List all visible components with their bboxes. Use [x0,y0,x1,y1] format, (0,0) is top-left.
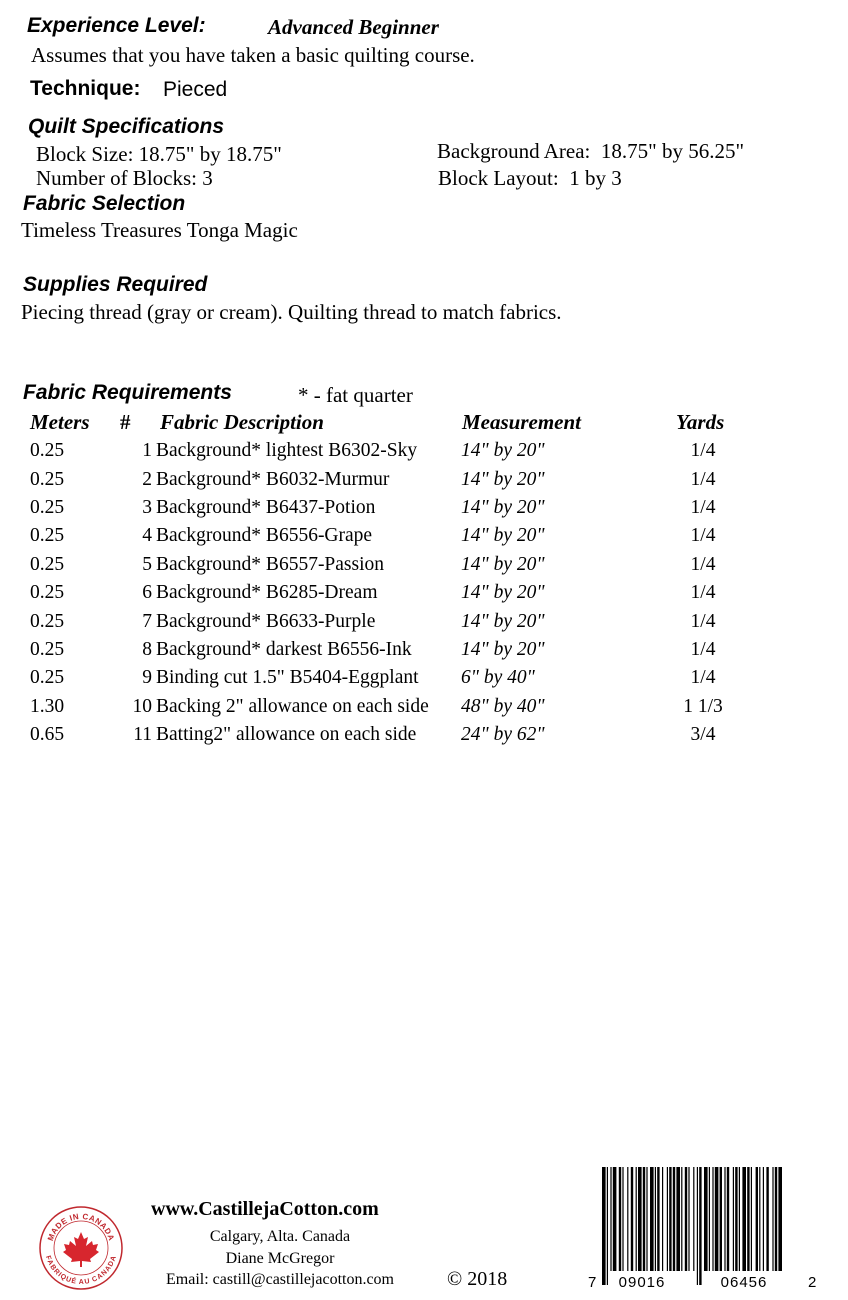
barcode-bar [751,1167,752,1271]
experience-label: Experience Level: [27,14,206,37]
barcode-bar [712,1167,713,1271]
maple-leaf-icon [63,1232,99,1267]
block-size-value: 18.75" by 18.75" [138,142,282,166]
website-link[interactable]: www.CastillejaCotton.com [151,1198,379,1220]
number-of-blocks-value: 3 [202,166,213,190]
barcode-bar [724,1167,725,1271]
description-cell: Backing 2" allowance on each side [156,695,429,717]
number-cell: 1 [142,440,152,462]
barcode-bar [655,1167,656,1271]
number-cell: 3 [142,496,152,518]
meters-cell: 0.25 [30,638,65,660]
email-link[interactable]: Email: castill@castillejacotton.com [166,1271,394,1288]
barcode-bar [709,1167,710,1271]
meters-cell: 0.25 [30,525,65,547]
barcode-bar [735,1167,737,1271]
background-area-value: 18.75" by 56.25" [600,139,745,163]
meters-cell: 0.25 [30,610,65,632]
barcode-bar [688,1167,689,1271]
number-cell: 4 [142,525,152,547]
barcode-bar [681,1167,682,1271]
barcode-bar [631,1167,633,1271]
number-of-blocks [36,166,213,191]
barcode-bar [619,1167,621,1271]
measurement-cell: 14" by 20" [461,525,545,547]
barcode-bar [685,1167,687,1271]
number-cell: 9 [142,667,152,689]
measurement-cell: 14" by 20" [461,610,545,632]
yards-cell: 3/4 [690,724,716,746]
number-cell: 7 [142,610,152,632]
barcode-bar [720,1167,722,1271]
barcode-bar [775,1167,777,1271]
technique-value: Pieced [163,78,228,101]
barcode [586,1167,818,1289]
table-row [30,721,733,749]
fabric-selection-text: Timeless Treasures Tonga Magic [21,218,298,242]
barcode-bar [693,1167,694,1271]
col-meters: Meters [30,410,90,434]
barcode-bar [733,1167,734,1271]
yards-cell: 1/4 [690,468,716,490]
meters-cell: 0.25 [30,553,65,575]
supplies-heading: Supplies Required [23,273,208,296]
barcode-bar [727,1167,729,1271]
measurement-cell: 14" by 20" [461,582,545,604]
fabric-requirements-table [30,437,733,749]
description-cell: Background* B6633-Purple [156,610,376,632]
fabric-requirements-heading: Fabric Requirements [23,381,232,404]
measurement-cell: 14" by 20" [461,638,545,660]
table-row [30,522,733,550]
barcode-bar [715,1167,719,1271]
barcode-bar [676,1167,680,1271]
measurement-cell: 24" by 62" [461,724,545,746]
barcode-bar [613,1167,617,1271]
experience-value: Advanced Beginner [268,15,439,39]
made-in-canada-badge [38,1205,124,1291]
table-row [30,607,733,635]
barcode-bar [607,1167,608,1285]
col-yards: Yards [676,410,725,434]
designer-text: Diane McGregor [225,1250,335,1267]
yards-cell: 1/4 [690,496,716,518]
fabric-selection-heading: Fabric Selection [23,192,186,215]
barcode-bar [667,1167,668,1271]
yards-cell: 1/4 [690,610,716,632]
specs-heading: Quilt Specifications [28,115,225,138]
barcode-bar [742,1167,746,1271]
table-row [30,494,733,522]
yards-cell: 1/4 [690,553,716,575]
number-cell: 6 [142,582,152,604]
barcode-bar [759,1167,760,1271]
description-cell: Background* B6032-Murmur [156,468,390,490]
number-cell: 11 [133,724,152,746]
barcode-bar [772,1167,773,1271]
barcode-bar [662,1167,663,1271]
barcode-bar [699,1167,701,1285]
city-text: Calgary, Alta. Canada [209,1228,351,1245]
barcode-bar [747,1167,749,1271]
number-cell: 8 [142,638,152,660]
description-cell: Background* lightest B6302-Sky [156,440,418,462]
measurement-cell: 48" by 40" [461,695,545,717]
table-row [30,664,733,692]
col-number: # [120,410,131,434]
barcode-bar [650,1167,654,1271]
background-area-label: Background Area: [437,139,591,163]
barcode-bar [643,1167,645,1271]
meters-cell: 0.25 [30,582,65,604]
badge-top-text: MADE IN CANADA [45,1211,117,1243]
number-of-blocks-label: Number of Blocks: [36,166,197,190]
barcode-bar [638,1167,642,1271]
barcode-bar [657,1167,659,1271]
barcode-bar [622,1167,623,1271]
meters-cell: 0.25 [30,468,65,490]
meters-cell: 0.25 [30,440,65,462]
experience-note: Assumes that you have taken a basic quilting course. [31,43,475,67]
barcode-left-digits: 09016 [618,1274,666,1289]
yards-cell: 1 1/3 [683,695,723,717]
barcode-bar [610,1167,611,1271]
table-row [30,579,733,607]
table-row [30,551,733,579]
barcode-bar [636,1167,637,1271]
description-cell: Background* B6285-Dream [156,582,378,604]
barcode-bar [646,1167,647,1271]
yards-cell: 1/4 [690,638,716,660]
measurement-cell: 14" by 20" [461,468,545,490]
yards-cell: 1/4 [690,440,716,462]
description-cell: Binding cut 1.5" B5404-Eggplant [156,667,419,689]
yards-cell: 1/4 [690,582,716,604]
barcode-bar [697,1167,698,1285]
meters-cell: 0.25 [30,667,65,689]
technique-label: Technique: [30,77,141,100]
supplies-text: Piecing thread (gray or cream). Quilting thread to match fabrics. [21,300,562,324]
table-row [30,437,733,465]
description-cell: Batting2" allowance on each side [156,724,417,746]
barcode-right-digits: 06456 [720,1274,768,1289]
barcode-bars [602,1167,782,1285]
description-cell: Background* B6437-Potion [156,496,376,518]
barcode-bar [602,1167,606,1285]
number-cell: 5 [142,553,152,575]
measurement-cell: 6" by 40" [461,667,535,689]
barcode-bar [704,1167,708,1271]
barcode-lead-digit: 7 [588,1274,597,1289]
barcode-bar [756,1167,758,1271]
barcode-bar [766,1167,768,1271]
barcode-check-digit: 2 [808,1274,817,1289]
background-area [437,139,744,164]
description-cell: Background* darkest B6556-Ink [156,638,412,660]
meters-cell: 0.65 [30,724,65,746]
yards-cell: 1/4 [690,667,716,689]
col-measurement: Measurement [462,410,582,434]
meters-cell: 0.25 [30,496,65,518]
number-cell: 10 [132,695,152,717]
block-size [36,142,282,167]
number-cell: 2 [142,468,152,490]
block-layout [438,166,622,191]
copyright-text: © 2018 [447,1268,508,1290]
meters-cell: 1.30 [30,695,65,717]
barcode-bar [763,1167,764,1271]
measurement-cell: 14" by 20" [461,440,545,462]
barcode-bar [627,1167,628,1271]
block-layout-value: 1 by 3 [569,166,622,190]
badge-bottom-text: FABRIQUÉ AU CANADA [44,1254,118,1287]
barcode-bar [669,1167,671,1271]
block-size-label: Block Size: [36,142,134,166]
table-row [30,636,733,664]
block-layout-label: Block Layout: [438,166,559,190]
barcode-bar [739,1167,740,1271]
table-row [30,465,733,493]
description-cell: Background* B6557-Passion [156,553,385,575]
col-description: Fabric Description [160,410,324,434]
table-row [30,693,733,721]
yards-cell: 1/4 [690,525,716,547]
measurement-cell: 14" by 20" [461,553,545,575]
description-cell: Background* B6556-Grape [156,525,373,547]
fat-quarter-note: * - fat quarter [298,383,413,407]
barcode-bar [778,1167,782,1271]
barcode-bar [673,1167,675,1271]
measurement-cell: 14" by 20" [461,496,545,518]
